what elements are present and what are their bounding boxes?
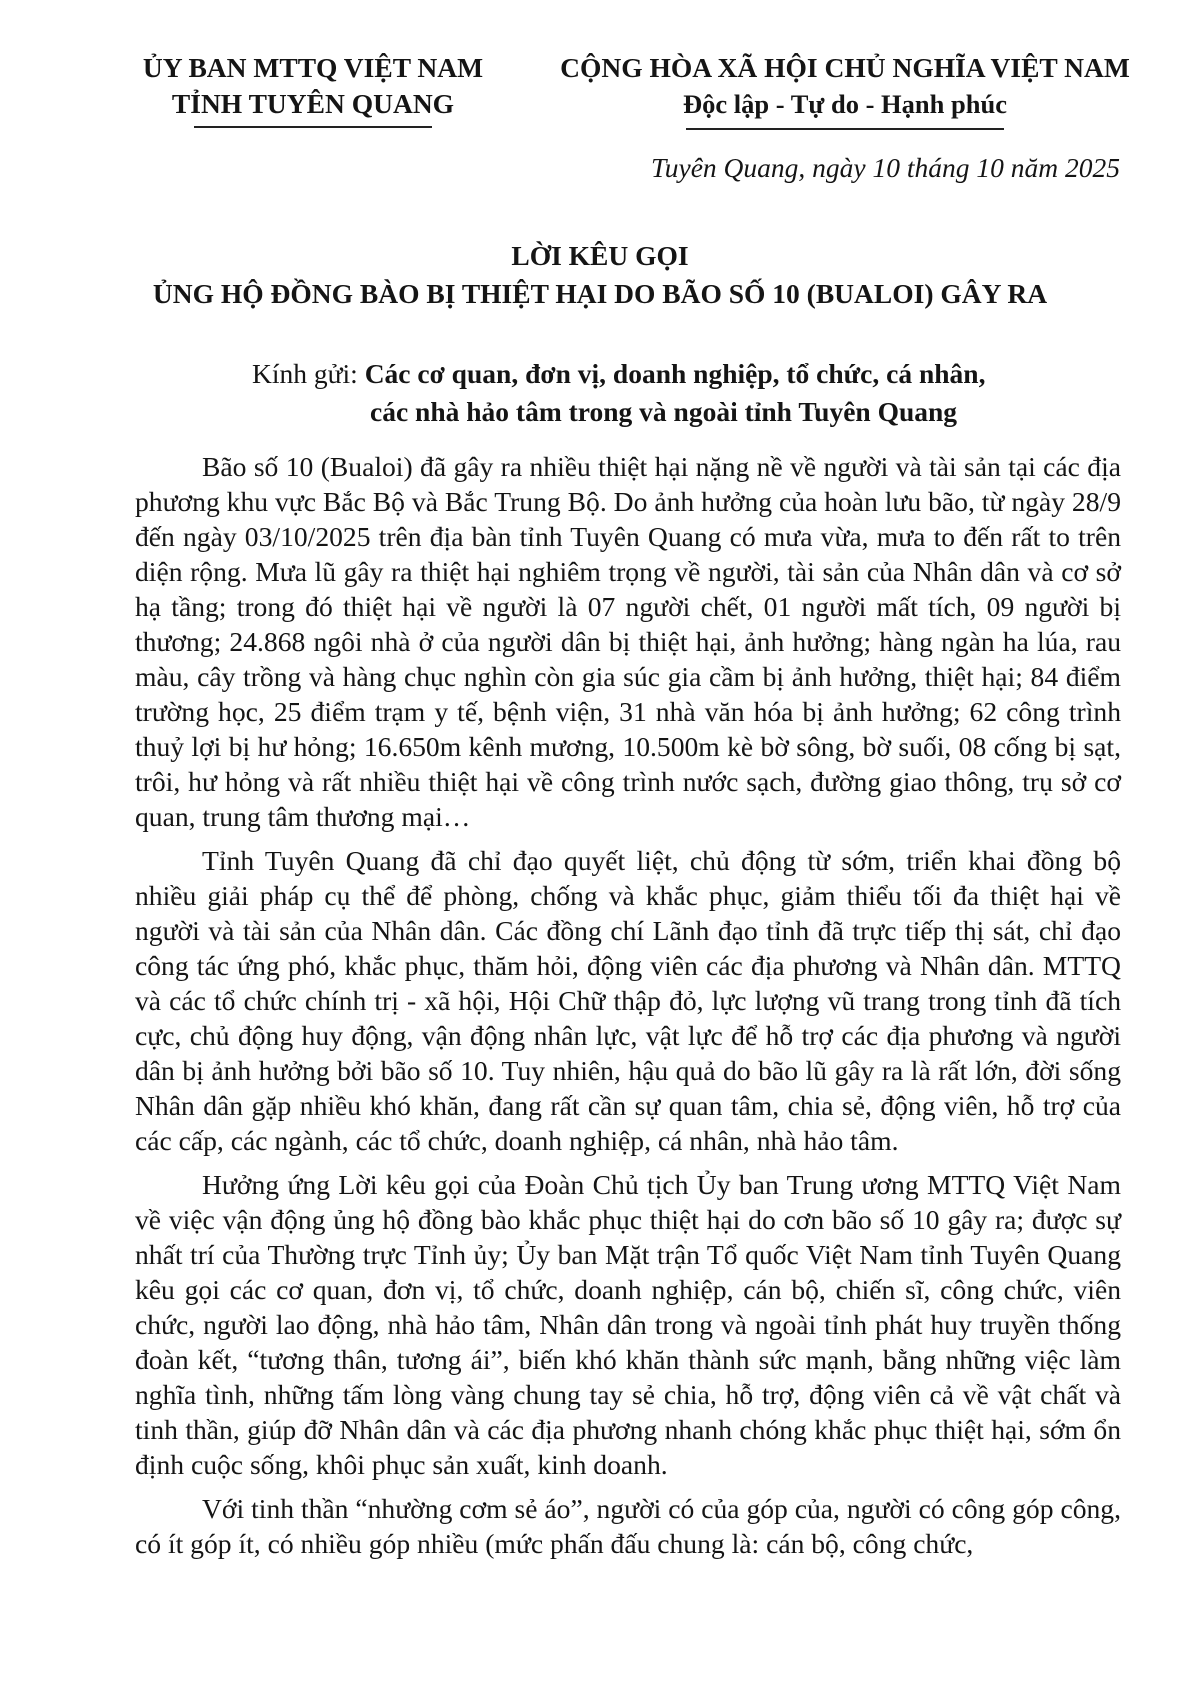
org-name-line1: ỦY BAN MTTQ VIỆT NAM: [142, 52, 484, 83]
salutation-recipients-line2: các nhà hảo tâm trong và ngoài tỉnh Tuyên Quang: [370, 396, 958, 427]
org-name-line2: TỈNH TUYÊN QUANG: [171, 88, 455, 119]
title-line2: ỦNG HỘ ĐỒNG BÀO BỊ THIỆT HẠI DO BÃO SỐ 10 (BUALOI) GÂY RA: [152, 278, 1048, 309]
body-paragraph: Bão số 10 (Bualoi) đã gây ra nhiều thiệt hại nặng nề về người và tài sản tại các địa phương khu vực Bắc Bộ và Bắc Trung Bộ. Do ảnh hưởng của hoàn lưu bão, từ ngày 28/9 đến ngày 03/10/2025 trên địa bàn tỉnh Tuyên Quang có mưa vừa, mưa to đến rất to trên diện rộng. Mưa lũ gây ra thiệt hại nghiêm trọng về người, tài sản của Nhân dân và cơ sở hạ tầng; trong đó thiệt hại về người là 07 người chết, 01 người mất tích, 09 người bị thương; 24.868 ngôi nhà ở của người dân bị thiệt hại, ảnh hưởng; hàng ngàn ha lúa, rau màu, cây trồng và hàng chục nghìn còn gia súc gia cầm bị ảnh hưởng, thiệt hại; 84 điểm trường học, 25 điểm trạm y tế, bệnh viện, 31 nhà văn hóa bị ảnh hưởng; 62 công trình thuỷ lợi bị hư hỏng; 16.650m kênh mương, 10.500m kè bờ sông, bờ suối, 08 cống bị sạt, trôi, hư hỏng và rất nhiều thiệt hại về công trình nước sạch, đường giao thông, trụ sở cơ quan, trung tâm thương mại…: [135, 451, 1121, 832]
motto-underline: [686, 128, 1004, 130]
place-date: Tuyên Quang, ngày 10 tháng 10 năm 2025: [650, 152, 1120, 183]
national-motto: [545, 50, 1145, 130]
org-underline: [194, 126, 432, 128]
salutation-lead: Kính gửi:: [252, 358, 365, 389]
document-title: [60, 237, 1140, 313]
body-paragraph: Với tinh thần “nhường cơm sẻ áo”, người có của góp của, người có công góp công, có ít góp ít, có nhiều góp nhiều (mức phấn đấu chung là: cán bộ, công chức,: [135, 1493, 1121, 1559]
salutation-recipients-line1: Các cơ quan, đơn vị, doanh nghiệp, tổ chức, cá nhân,: [364, 358, 986, 389]
body-paragraph: Tỉnh Tuyên Quang đã chỉ đạo quyết liệt, chủ động từ sớm, triển khai đồng bộ nhiều giải pháp cụ thể để phòng, chống và khắc phục, giảm thiểu tối đa thiệt hại về người và tài sản của Nhân dân. Các đồng chí Lãnh đạo tỉnh đã trực tiếp thị sát, chỉ đạo công tác ứng phó, khắc phục, thăm hỏi, động viên các địa phương và Nhân dân. MTTQ và các tổ chức chính trị - xã hội, Hội Chữ thập đỏ, lực lượng vũ trang trong tỉnh đã tích cực, chủ động huy động, vận động nhân lực, vật lực để hỗ trợ các địa phương và người dân bị ảnh hưởng bởi bão số 10. Tuy nhiên, hậu quả do bão lũ gây ra là rất lớn, đời sống Nhân dân gặp nhiều khó khăn, đang rất cần sự quan tâm, chia sẻ, động viên, hỗ trợ của các cấp, các ngành, các tổ chức, doanh nghiệp, cá nhân, nhà hảo tâm.: [135, 845, 1121, 1156]
body-paragraph: Hưởng ứng Lời kêu gọi của Đoàn Chủ tịch Ủy ban Trung ương MTTQ Việt Nam về việc vận động ủng hộ đồng bào khắc phục thiệt hại do cơn bão số 10 gây ra; được sự nhất trí của Thường trực Tỉnh ủy; Ủy ban Mặt trận Tổ quốc Việt Nam tỉnh Tuyên Quang kêu gọi các cơ quan, đơn vị, tổ chức, doanh nghiệp, cán bộ, chiến sĩ, công chức, viên chức, người lao động, nhà hảo tâm, Nhân dân trong và ngoài tỉnh phát huy truyền thống đoàn kết, “tương thân, tương ái”, biến khó khăn thành sức mạnh, bằng những việc làm nghĩa tình, những tấm lòng vàng chung tay sẻ chia, hỗ trợ, động viên cả về vật chất và tinh thần, giúp đỡ Nhân dân và các địa phương nhanh chóng khắc phục thiệt hại, sớm ổn định cuộc sống, khôi phục sản xuất, kinh doanh.: [135, 1169, 1121, 1480]
salutation: [252, 355, 1152, 431]
issuing-organization: [133, 50, 493, 128]
nation-name: CỘNG HÒA XÃ HỘI CHỦ NGHĨA VIỆT NAM: [560, 52, 1130, 83]
document-body: [135, 449, 1121, 1570]
motto-line: Độc lập - Tự do - Hạnh phúc: [683, 89, 1007, 119]
title-line1: LỜI KÊU GỌI: [511, 240, 689, 271]
